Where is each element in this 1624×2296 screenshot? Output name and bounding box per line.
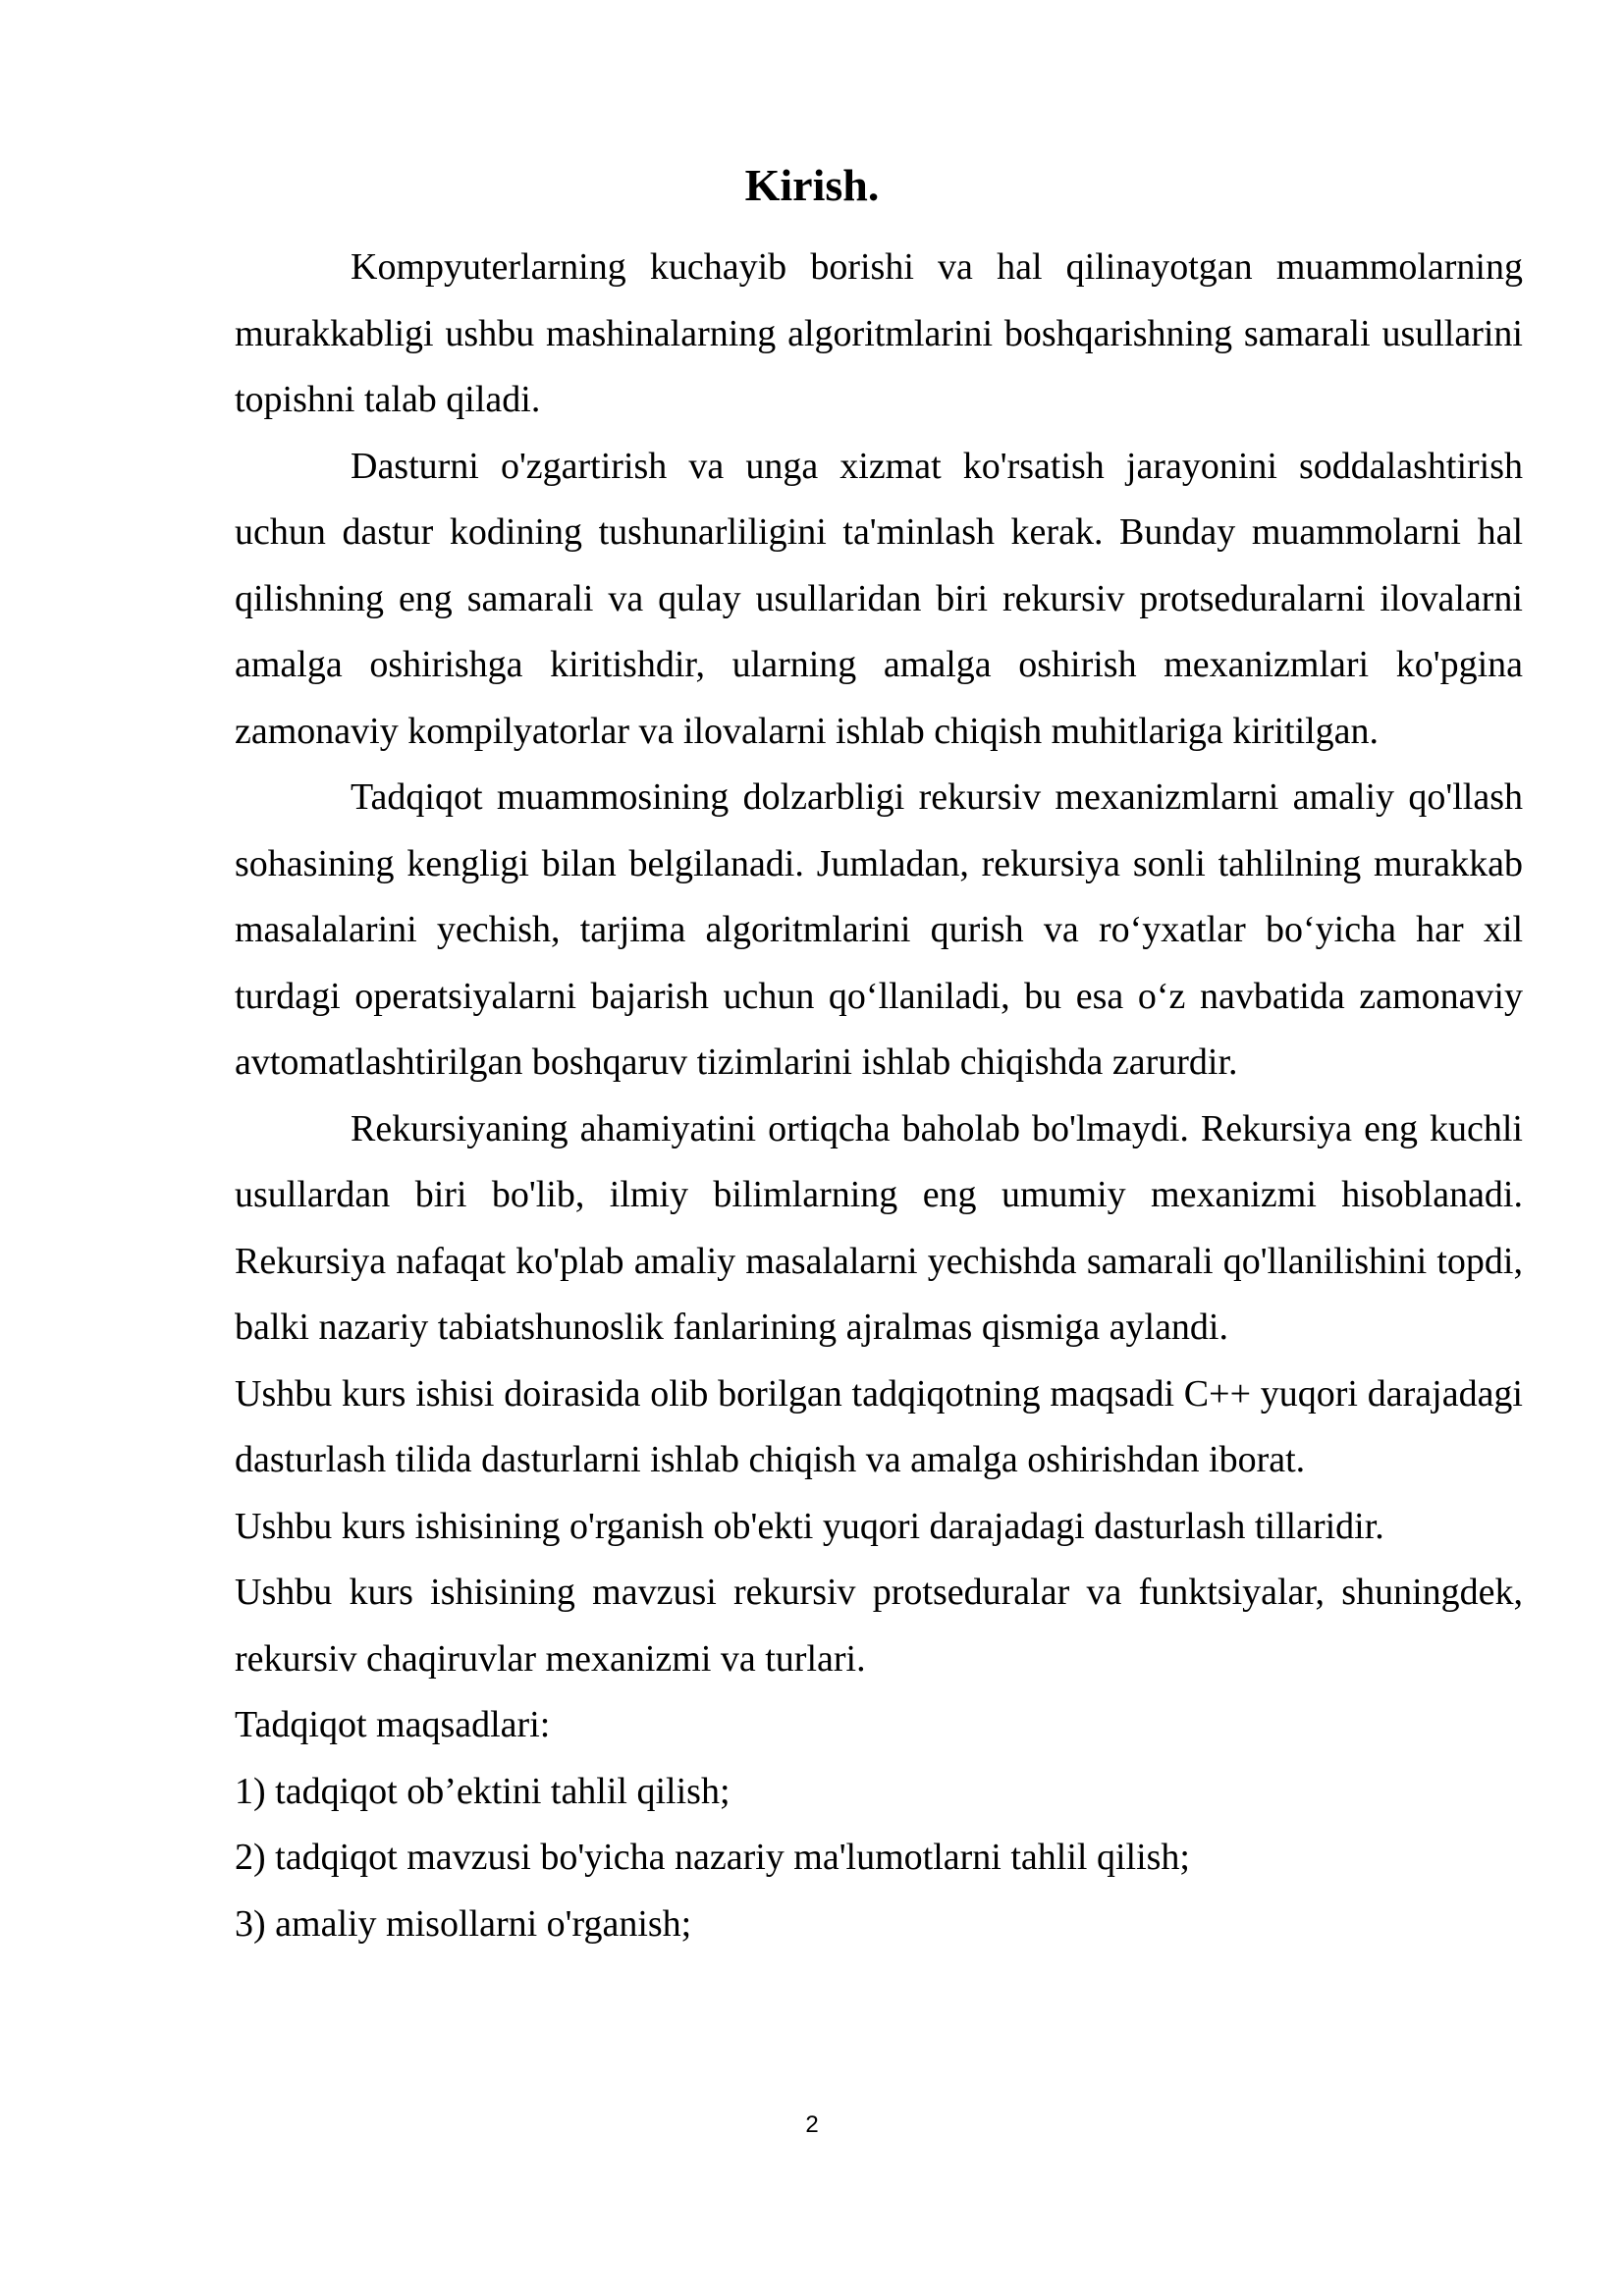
paragraph-1: Kompyuterlarning kuchayib borishi va hal qilinayotgan muammolarning murakkabligi ushbu mashinalarning algoritmlarini boshqarishning samarali usullarini topishni talab qiladi.: [235, 246, 1523, 420]
objectives-heading: Tadqiqot maqsadlari:: [235, 1704, 551, 1745]
paragraph-2: Dasturni o'zgartirish va unga xizmat ko'rsatish jarayonini soddalashtirish uchun dastur kodining tushunarliligini ta'minlash kerak. Bunday muammolarni hal qilishning eng samarali va qulay usullaridan biri rekursiv protseduralarni ilovalarni amalga oshirishga kiritishdir, ularning amalga oshirish mexanizmlari ko'pgina zamonaviy kompilyatorlar va ilovalarni ishlab chiqish muhitlariga kiritilgan.: [235, 445, 1523, 752]
objective-item-1: 1) tadqiqot ob’ektini tahlil qilish;: [235, 1770, 731, 1812]
research-object-line: Ushbu kurs ishisining o'rganish ob'ekti yuqori darajadagi dasturlash tillaridir.: [235, 1505, 1384, 1547]
objective-item-2: 2) tadqiqot mavzusi bo'yicha nazariy ma'lumotlarni tahlil qilish;: [235, 1837, 1190, 1878]
paragraph-3: Tadqiqot muammosining dolzarbligi rekursiv mexanizmlarni amaliy qo'llash sohasining kengligi bilan belgilanadi. Jumladan, rekursiya sonli tahlilning murakkab masalalarini yechish, tarjima algoritmlarini qurish va ro‘yxatlar bo‘yicha har xil turdagi operatsiyalarni bajarish uchun qo‘llaniladi, bu esa o‘z navbatida zamonaviy avtomatlashtirilgan boshqaruv tizimlarini ishlab chiqishda zarurdir.: [235, 776, 1523, 1083]
research-subject-paragraph: Ushbu kurs ishisining mavzusi rekursiv protseduralar va funktsiyalar, shuningdek, rekursiv chaqiruvlar mexanizmi va turlari.: [235, 1572, 1523, 1680]
body-text: [235, 235, 1523, 1957]
page-title: Kirish.: [744, 160, 880, 210]
research-goal-paragraph: Ushbu kurs ishisi doirasida olib borilgan tadqiqotning maqsadi C++ yuqori darajadagi dasturlash tilida dasturlarni ishlab chiqish va amalga oshirishdan iborat.: [235, 1372, 1523, 1480]
objective-item-3: 3) amaliy misollarni o'rganish;: [235, 1902, 692, 1945]
page-number: 2: [805, 2111, 819, 2138]
paragraph-4: Rekursiyaning ahamiyatini ortiqcha baholab bo'lmaydi. Rekursiya eng kuchli usullardan biri bo'lib, ilmiy bilimlarning eng umumiy mexanizmi hisoblanadi. Rekursiya nafaqat ko'plab amaliy masalalarni yechishda samarali qo'llanilishini topdi, balki nazariy tabiatshunoslik fanlarining ajralmas qismiga aylandi.: [235, 1107, 1523, 1348]
